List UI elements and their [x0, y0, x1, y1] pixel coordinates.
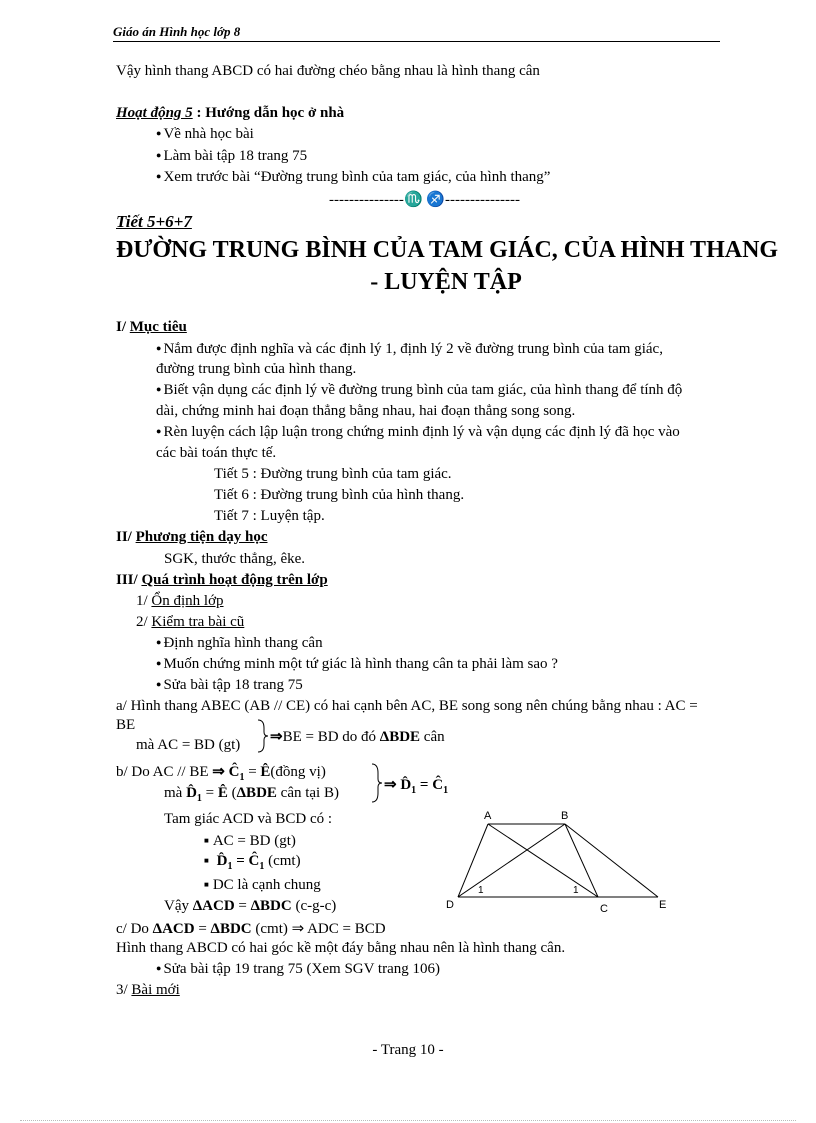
check-item: ● Sửa bài tập 18 trang 75	[156, 677, 303, 694]
vay-label: Vậy	[164, 898, 193, 914]
lesson-number: Tiết 5+6+7	[116, 212, 192, 231]
proof-b-note2: cân tại B)	[276, 785, 339, 801]
separator-symbols: ♏ ♐	[403, 192, 446, 208]
check-item: ● Định nghĩa hình thang cân	[156, 635, 323, 652]
proof-a-result-text: BE = BD do đó	[282, 729, 380, 745]
brace-a	[256, 718, 270, 754]
angle-d-sub: 1	[411, 785, 417, 796]
proof-c-result: (cmt) ⇒ ADC = BCD	[251, 921, 386, 937]
angle-e: Ê	[217, 785, 228, 801]
section2-content: SGK, thước thẳng, êke.	[164, 551, 306, 567]
subsection-2-prefix: 2/	[136, 614, 152, 630]
proof-b-text: b/ Do AC // BE	[116, 764, 213, 780]
proof-a-result	[270, 727, 445, 746]
subsection-1-title: Ổn định lớp	[151, 593, 224, 609]
subsection-1	[136, 593, 224, 610]
proof-c-line2: Hình thang ABCD có hai góc kề một đáy bằng nhau nên là hình thang cân.	[116, 940, 566, 956]
proof-a-line1: a/ Hình thang ABEC (AB // CE) có hai cạnh bên AC, BE song song nên chúng bằng nhau : AC =	[116, 698, 698, 714]
paren: (	[227, 785, 237, 801]
subsection-2	[136, 614, 244, 631]
implies-arrow: ⇒	[384, 777, 397, 793]
angle-label-d1: 1	[478, 885, 484, 896]
angle-e: Ê	[260, 764, 271, 780]
separator-left: ---------------	[329, 192, 404, 208]
condition-3: ■ DC là cạnh chung	[204, 877, 321, 894]
section2-prefix: II/	[116, 529, 136, 545]
lesson-title-line2: - LUYỆN TẬP	[370, 269, 522, 295]
triangle-acd: ΔACD	[192, 898, 235, 914]
separator	[329, 190, 520, 209]
tiet-5: Tiết 5 : Đường trung bình của tam giác.	[214, 466, 452, 482]
section1-title: Mục tiêu	[129, 319, 187, 335]
tiet-7: Tiết 7 : Luyện tập.	[214, 508, 325, 524]
subsection-3	[116, 982, 180, 999]
tiet-6: Tiết 6 : Đường trung bình của hình thang.	[214, 487, 465, 503]
proof-a-line3: mà AC = BD (gt)	[136, 737, 241, 753]
goal-2-line1: ● Biết vận dụng các định lý về đường trung bình của tam giác, của hình thang để tính độ	[156, 382, 682, 399]
triangle-bde: ΔBDE	[236, 785, 277, 801]
activity5-heading	[116, 105, 344, 122]
goal-1-line1: ● Nắm được định nghĩa và các định lý 1, định lý 2 về đường trung bình của tam giác,	[156, 341, 663, 358]
subsection-3-prefix: 3/	[116, 982, 132, 998]
proof-b-line2	[164, 785, 339, 804]
triangle-bdc: ΔBDC	[250, 898, 292, 914]
angle-c-sub: 1	[443, 785, 449, 796]
activity5-label: Hoạt động 5	[116, 105, 193, 121]
triangle-intro: Tam giác ACD và BCD có :	[164, 811, 333, 827]
trapezoid-figure	[440, 804, 670, 916]
triangle-bdc: ΔBDC	[210, 921, 252, 937]
vay-note: (c-g-c)	[291, 898, 337, 914]
proof-b-note: (đồng vị)	[270, 764, 326, 780]
proof-c-text: c/ Do	[116, 921, 153, 937]
angle-d: D̂	[400, 777, 412, 793]
section2-heading	[116, 529, 268, 546]
goal-3-line1: ● Rèn luyện cách lập luận trong chứng minh định lý và vận dụng các định lý đã học vào	[156, 424, 680, 441]
angle-c-sub: 1	[259, 861, 265, 872]
section3-prefix: III/	[116, 572, 142, 588]
equals: =	[194, 921, 211, 937]
proof-a-result-end: cân	[420, 729, 445, 745]
vay-line	[164, 898, 336, 915]
angle-d-sub: 1	[196, 793, 202, 804]
angle-c-sub: 1	[239, 772, 245, 783]
equals-angle-c: = Ĉ	[416, 777, 444, 793]
implies-arrow: ⇒	[270, 729, 283, 745]
angle-d: D̂	[216, 853, 228, 869]
lesson-title-line1: ĐƯỜNG TRUNG BÌNH CỦA TAM GIÁC, CỦA HÌNH THANG	[116, 237, 779, 263]
triangle-bde: ΔBDE	[379, 729, 421, 745]
proof-b-conclusion	[384, 775, 448, 796]
condition-2	[204, 853, 301, 872]
goal-2-line2: dài, chứng minh hai đoạn thẳng bằng nhau, hai đoạn thẳng song song.	[156, 403, 576, 419]
bottom-dotted-line	[20, 1120, 796, 1121]
angle-c: Ĉ	[228, 764, 240, 780]
label-b: B	[561, 810, 569, 822]
separator-right: ---------------	[445, 192, 520, 208]
section1-heading	[116, 319, 187, 336]
section3-title: Quá trình hoạt động trên lớp	[141, 572, 328, 588]
label-a: A	[484, 810, 492, 822]
angle-label-c1: 1	[573, 885, 579, 896]
label-d: D	[446, 899, 454, 911]
segment-be	[565, 824, 658, 897]
condition-2-note: (cmt)	[264, 853, 301, 869]
label-c: C	[600, 903, 608, 915]
activity5-title: Hướng dẫn học ở nhà	[205, 105, 345, 121]
implies-arrow: ⇒	[212, 764, 225, 780]
header-rule	[113, 41, 720, 42]
angle-d-sub: 1	[227, 861, 233, 872]
proof-a-line2: BE	[116, 717, 136, 733]
proof-c-line1	[116, 919, 386, 938]
activity5-item: ● Về nhà học bài	[156, 126, 254, 143]
proof-b-line1	[116, 762, 326, 783]
page-number: - Trang 10 -	[372, 1042, 444, 1058]
equals: =	[234, 898, 251, 914]
goal-3-line2: các bài toán thực tế.	[156, 445, 277, 461]
proof-b-ma: mà	[164, 785, 187, 801]
subsection-3-title: Bài mới	[131, 982, 180, 998]
condition-1: ■ AC = BD (gt)	[204, 833, 296, 850]
equals: =	[201, 785, 218, 801]
check-item: ● Muốn chứng minh một tứ giác là hình thang cân ta phải làm sao ?	[156, 656, 558, 673]
section1-prefix: I/	[116, 319, 130, 335]
subsection-1-prefix: 1/	[136, 593, 152, 609]
activity5-item: ● Làm bài tập 18 trang 75	[156, 148, 307, 165]
equals-angle-c: = Ĉ	[232, 853, 260, 869]
subsection-2-title: Kiểm tra bài cũ	[151, 614, 245, 630]
diagonal-bd	[458, 824, 565, 897]
exercise-19: ● Sửa bài tập 19 trang 75 (Xem SGV trang 106)	[156, 961, 440, 978]
triangle-acd: ΔACD	[152, 921, 195, 937]
activity5-item: ● Xem trước bài “Đường trung bình của tam giác, của hình thang”	[156, 169, 550, 186]
equals: =	[244, 764, 261, 780]
header-title: Giáo án Hình học lớp 8	[113, 24, 241, 39]
angle-d: D̂	[186, 785, 197, 801]
activity5-sep: :	[192, 105, 206, 121]
section2-title: Phương tiện dạy học	[135, 529, 268, 545]
intro-text: Vậy hình thang ABCD có hai đường chéo bằng nhau là hình thang cân	[116, 63, 540, 79]
goal-1-line2: đường trung bình của hình thang.	[156, 361, 357, 377]
brace-b	[370, 762, 384, 804]
label-e: E	[659, 899, 667, 911]
section3-heading	[116, 572, 328, 589]
